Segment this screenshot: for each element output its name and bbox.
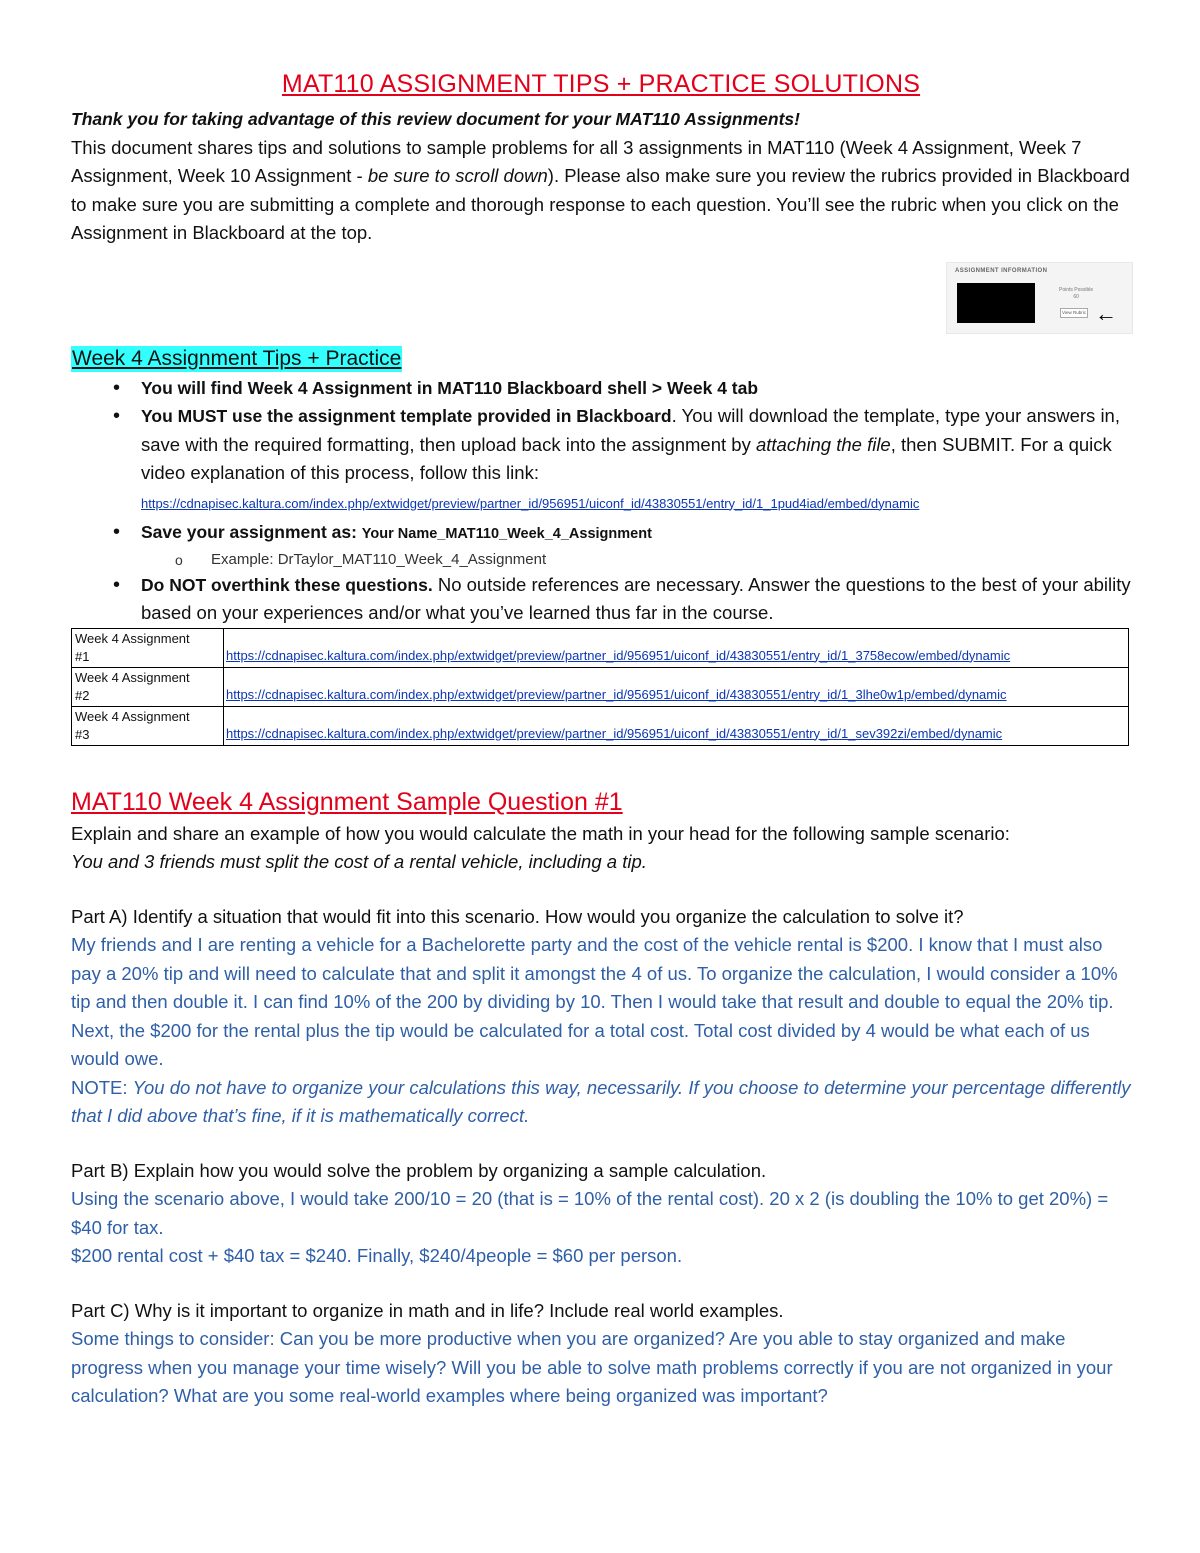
rubric-screenshot-redacted-block <box>957 283 1035 323</box>
tip-save-as-filename: Your Name_MAT110_Week_4_Assignment <box>361 526 652 542</box>
partB-answer-2: $200 rental cost + $40 tax = $240. Finally, $240/4people = $60 per person. <box>71 1245 683 1266</box>
intro-text-2: ). Please also make sure you review the rubrics provided in Blackboard to make sure you are submitting a complete and thorough response to each question. You’ll see the rubric when you click on the Assignment in Blackboard at the top. <box>71 165 1130 243</box>
week4-heading: Week 4 Assignment Tips + Practice <box>72 346 402 370</box>
intro-text-1: This document shares tips and solutions to sample problems for all 3 assignments in MAT110 (Week 4 Assignment, Week 7 Assignment, Week 10 Assignment - <box>71 136 1082 186</box>
table-row-label <box>72 706 224 745</box>
note-label: NOTE: <box>71 1076 133 1098</box>
partA-note <box>71 1074 1131 1131</box>
tip-find-assignment <box>71 374 1131 403</box>
note-text: You do not have to organize your calculations this way, necessarily. If you choose to determine your percentage differently that I did above that’s fine, if it is mathematically correct. <box>71 1076 1131 1126</box>
rubric-points-value: 60 <box>1073 294 1079 300</box>
template-video-link[interactable]: https://cdnapisec.kaltura.com/index.php/extwidget/preview/partner_id/956951/uiconf_id/43830551/entry_id/1_1pud4iad/embed/dynamic <box>141 495 920 511</box>
tip-do-not-overthink-text: No outside references are necessary. Answer the questions to the best of your ability based on your experiences and/or what you’ve learned thus far in the course. <box>141 573 1131 623</box>
table-row-url-cell <box>224 628 1129 667</box>
tip-use-template-bold: You MUST use the assignment template provided in Blackboard <box>141 406 672 426</box>
rubric-screenshot <box>946 262 1133 334</box>
partB-question: Part B) Explain how you would solve the problem by organizing a sample calculation. <box>71 1159 767 1181</box>
document-page <box>71 70 1131 1411</box>
rubric-points-label: Points Possible <box>1059 287 1094 293</box>
table-row <box>72 667 1129 706</box>
partA-question: Part A) Identify a situation that would fit into this scenario. How would you organize the calculation to solve it? <box>71 905 964 927</box>
save-as-sublist <box>141 549 1131 571</box>
partC-question: Part C) Why is it important to organize in math and in life? Include real world examples. <box>71 1299 784 1321</box>
tip-save-as <box>71 518 1131 571</box>
tip-do-not-overthink <box>71 571 1131 628</box>
document-title: MAT110 ASSIGNMENT TIPS + PRACTICE SOLUTIONS <box>281 70 921 98</box>
video-link-1[interactable]: https://cdnapisec.kaltura.com/index.php/extwidget/preview/partner_id/956951/uiconf_id/43830551/entry_id/1_3758ecow/embed/dynamic <box>226 647 1011 663</box>
video-link-2[interactable]: https://cdnapisec.kaltura.com/index.php/extwidget/preview/partner_id/956951/uiconf_id/43830551/entry_id/1_3lhe0w1p/embed/dynamic <box>226 686 1007 702</box>
save-as-example: o Example: DrTaylor_MAT110_Week_4_Assignment <box>141 549 1131 571</box>
spacer <box>71 877 1131 903</box>
intro-scroll-note: be sure to scroll down <box>367 165 548 186</box>
table-row-url-cell <box>224 667 1129 706</box>
tip-use-template <box>71 402 1131 518</box>
partB-answer-1: Using the scenario above, I would take 200/10 = 20 (that is = 10% of the rental cost). 20 x 2 (is doubling the 10% to get 20%) = $40 for tax. <box>71 1188 1109 1238</box>
partC-answer: Some things to consider: Can you be more productive when you are organized? Are you able to stay organized and make progress when you manage your time wisely? Will you be able to solve math problems correctly if you are not organized in your calculation? What are you some real-world examples where being organized was important? <box>71 1328 1113 1406</box>
row-label-line1: Week 4 Assignment <box>75 669 190 685</box>
week4-tips-list <box>71 374 1131 628</box>
tip-use-template-text-a: . You will download the template, type your answers in, save with the required formatting, then upload back into the assignment by <box>141 405 1120 455</box>
rubric-points <box>1059 287 1093 301</box>
video-links-table <box>71 628 1129 746</box>
tip-find-assignment-text: You will find Week 4 Assignment in MAT110 Blackboard shell > Week 4 tab <box>141 377 759 398</box>
table-row <box>72 706 1129 745</box>
intro-paragraph <box>71 134 1131 248</box>
table-row <box>72 628 1129 667</box>
row-label-line2: #2 <box>75 687 90 703</box>
row-label-line1: Week 4 Assignment <box>75 630 190 646</box>
question1-prompt: Explain and share an example of how you would calculate the math in your head for the following sample scenario: <box>71 822 1010 844</box>
tip-use-template-italic: attaching the file <box>755 433 891 455</box>
row-label-line1: Week 4 Assignment <box>75 708 190 724</box>
video-link-3[interactable]: https://cdnapisec.kaltura.com/index.php/extwidget/preview/partner_id/956951/uiconf_id/43830551/entry_id/1_sev392zi/embed/dynamic <box>226 725 1003 741</box>
table-row-label <box>72 667 224 706</box>
row-label-line2: #3 <box>75 726 90 742</box>
spacer <box>71 1271 1131 1297</box>
tip-use-template-text-b: , then SUBMIT. For a quick video explanation of this process, follow this link: <box>141 433 1112 483</box>
arrow-left-icon: ← <box>1095 301 1117 326</box>
thanks-line: Thank you for taking advantage of this review document for your MAT110 Assignments! <box>71 109 800 129</box>
partA-answer: My friends and I are renting a vehicle for a Bachelorette party and the cost of the vehicle rental is $200. I know that I must also pay a 20% tip and will need to calculate that and split it amongst the 4 of us. To organize the calculation, I would consider a 10% tip and then double it. I can find 10% of the 200 by dividing by 10. Then I would take that result and double to equal the 20% tip. Next, the $200 for the rental plus the tip would be calculated for a total cost. Total cost divided by 4 would be what each of us would owe. <box>71 934 1118 1069</box>
tip-do-not-overthink-bold: Do NOT overthink these questions. <box>141 574 433 595</box>
question1-scenario: You and 3 friends must split the cost of a rental vehicle, including a tip. <box>71 851 647 872</box>
table-row-label <box>72 628 224 667</box>
view-rubric-button: View Rubric <box>1060 308 1088 318</box>
rubric-screenshot-header: ASSIGNMENT INFORMATION <box>955 268 1048 274</box>
question1-title: MAT110 Week 4 Assignment Sample Question #1 <box>71 787 623 816</box>
spacer <box>71 1131 1131 1157</box>
tip-save-as-bold: Save your assignment as: <box>141 522 362 542</box>
table-row-url-cell <box>224 706 1129 745</box>
row-label-line2: #1 <box>75 648 90 664</box>
